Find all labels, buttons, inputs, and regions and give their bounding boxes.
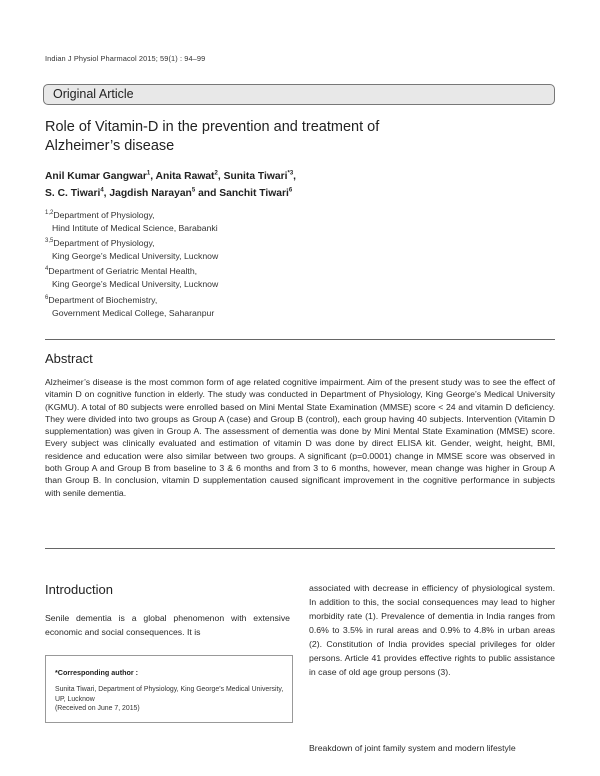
affiliation-dept: Department of Physiology, bbox=[53, 238, 155, 248]
author-sup: 2 bbox=[214, 170, 218, 177]
affiliation-institution: King George’s Medical University, Lucknow bbox=[52, 279, 219, 289]
author-sup: 6 bbox=[288, 187, 293, 194]
affiliation-institution: King George’s Medical University, Lucknow bbox=[52, 251, 219, 261]
affiliation-4 bbox=[45, 294, 214, 320]
author-sup: 1 bbox=[146, 170, 151, 177]
corresponding-author-address: Sunita Tiwari, Department of Physiology, King George’s Medical University, UP, Lucknow bbox=[55, 686, 284, 703]
received-date: (Received on June 7, 2015) bbox=[55, 705, 140, 712]
introduction-left-text: Senile dementia is a global phenomenon with extensive economic and social consequences. It is bbox=[45, 613, 290, 637]
author-sup: 5 bbox=[191, 187, 196, 194]
paper-title bbox=[45, 118, 379, 156]
introduction-right-text: associated with decrease in efficiency of physiological system. In addition to this, the social consequences may lead to higher morbidity rate (1). Prevalence of dementia in India ranges from 0.6% to 3.5% in rural areas and 0.9% to 4.8% in urban areas (2). Constitution of India provides special privileges for older persons. Article 41 provides effective rights to public assistance in case of old age group persons (3). bbox=[309, 583, 555, 677]
author-separator: and bbox=[198, 188, 217, 199]
abstract-body: Alzheimer’s disease is the most common form of age related cognitive impairment. Aim of the present study was to see the effect of vitamin D on cognitive function in elderly. The study was conducted in Department of Physiology, King George’s Medical University (KGMU). A total of 80 subjects were enrolled based on Mini Mental State Examination (MMSE) score < 24 and vitamin D deficiency. They were divided into two groups as Group A (case) and Group B (control), each group having 40 subjects. Intervention (Vitamin D supplementation) was given in Group A. The assessment of dementia was done by Mini Mental State Examination (MMSE) score. Every subject was clinically evaluated and estimation of vitamin D was done by direct ELISA kit. Gender, weight, height, BMI, residence and education were also similar between two groups. A significant (p=0.0001) change in MMSE score was observed in both Group A and Group B from baseline to 3 & 6 months and from 3 to 6 months, however, mean change was higher in Group A than Group B. In conclusion, vitamin D supplementation caused significant improvement in the cognitive performance in subjects with senile dementia. bbox=[45, 377, 555, 498]
affiliation-dept: Department of Biochemistry, bbox=[48, 295, 158, 305]
article-type-label: Original Article bbox=[53, 87, 134, 101]
author-list bbox=[45, 168, 296, 202]
author-name: Sunita Tiwari bbox=[223, 171, 288, 182]
affiliation-institution: Government Medical College, Saharanpur bbox=[52, 308, 215, 318]
author-line-2 bbox=[45, 185, 296, 202]
affiliation-sup: 3,5 bbox=[45, 238, 54, 245]
affiliation-2 bbox=[45, 237, 218, 263]
author-sup: *3 bbox=[287, 170, 294, 177]
abstract-top-rule bbox=[45, 339, 555, 340]
author-separator: , bbox=[293, 171, 297, 182]
affiliation-3 bbox=[45, 265, 218, 291]
introduction-right-text-2: Breakdown of joint family system and modern lifestyle bbox=[309, 743, 516, 753]
author-sup: 4 bbox=[100, 187, 104, 194]
affiliation-institution: Hind Intitute of Medical Science, Barabanki bbox=[52, 223, 218, 233]
author-name: Jagdish Narayan bbox=[109, 188, 192, 199]
author-name: Anita Rawat bbox=[155, 171, 215, 182]
affiliation-sup: 4 bbox=[45, 266, 49, 273]
corresponding-author-details bbox=[55, 685, 287, 714]
introduction-heading: Introduction bbox=[45, 582, 113, 597]
corresponding-author-heading: *Corresponding author : bbox=[55, 668, 139, 677]
author-separator: , bbox=[217, 171, 221, 182]
article-type-banner bbox=[43, 84, 555, 105]
abstract-heading: Abstract bbox=[45, 351, 93, 366]
affiliation-sup: 1,2 bbox=[45, 210, 54, 217]
journal-reference: Indian J Physiol Pharmacol 2015; 59(1) : 94–99 bbox=[45, 54, 206, 63]
title-line-2: Alzheimer’s disease bbox=[45, 138, 175, 154]
affiliation-dept: Department of Geriatric Mental Health, bbox=[48, 266, 198, 276]
abstract-bottom-rule bbox=[45, 548, 555, 549]
author-line-1 bbox=[45, 168, 296, 185]
author-separator: , bbox=[150, 171, 154, 182]
author-name: S. C. Tiwari bbox=[45, 188, 101, 199]
author-name: Sanchit Tiwari bbox=[219, 188, 289, 199]
affiliation-dept: Department of Physiology, bbox=[53, 210, 155, 220]
author-separator: , bbox=[103, 188, 107, 199]
author-name: Anil Kumar Gangwar bbox=[45, 171, 147, 182]
title-line-1: Role of Vitamin-D in the prevention and treatment of bbox=[45, 119, 380, 135]
affiliation-1 bbox=[45, 209, 218, 235]
corresponding-author-box bbox=[45, 655, 293, 723]
affiliation-sup: 6 bbox=[45, 295, 49, 302]
